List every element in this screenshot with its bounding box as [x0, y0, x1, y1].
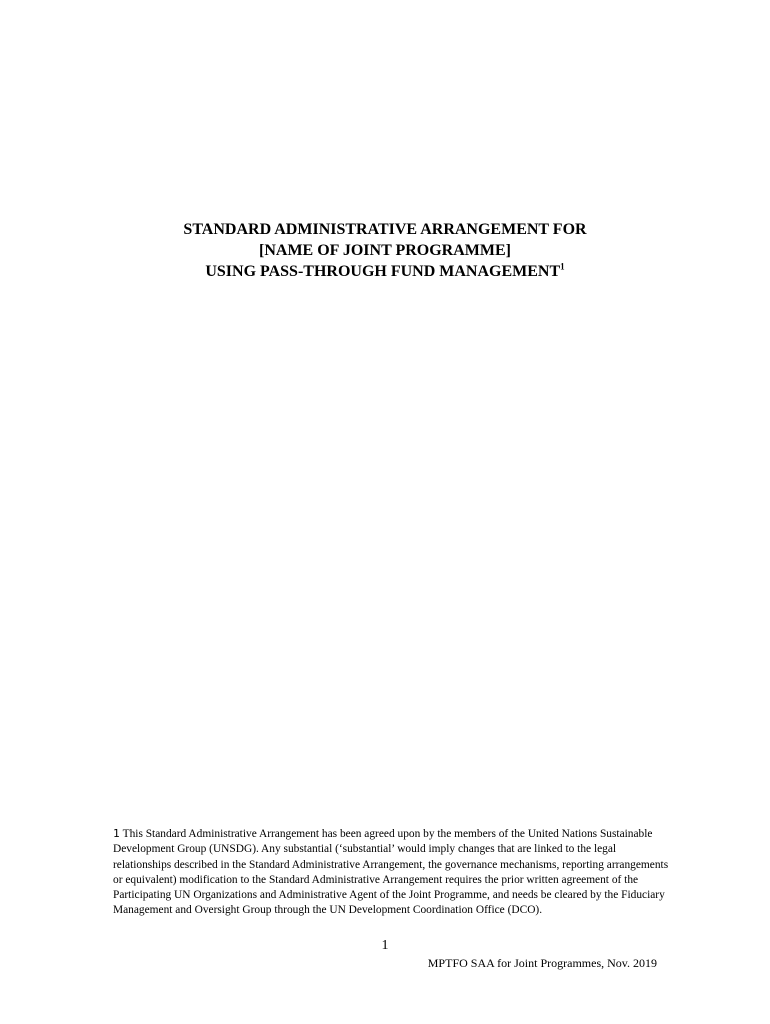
title-line-1: STANDARD ADMINISTRATIVE ARRANGEMENT FOR — [183, 221, 587, 238]
title-line-3-text: USING PASS-THROUGH FUND MANAGEMENT — [205, 263, 561, 280]
title-line-2: [NAME OF JOINT PROGRAMME] — [259, 242, 511, 259]
document-title — [0, 219, 770, 282]
footnote-number: 1 — [113, 827, 120, 840]
footnote — [113, 826, 673, 919]
footnote-reference-marker[interactable]: 1 — [560, 261, 565, 272]
running-footer: MPTFO SAA for Joint Programmes, Nov. 2019 — [427, 956, 657, 970]
title-line-3 — [0, 261, 770, 282]
page-number: 1 — [381, 938, 389, 953]
footnote-text: This Standard Administrative Arrangement has been agreed upon by the members of the United Nations Sustainable Development Group (UNSDG). Any substantial (‘substantial’ would imply changes that are linked to the legal relationships described in the Standard Administrative Arrangement, the governance mechanisms, reporting arrangements or equivalent) modification to the Standard Administrative Arrangement requires the prior written agreement of the Participating UN Organizations and Administrative Agent of the Joint Programme, and needs be cleared by the Fiduciary Management and Oversight Group through the UN Development Coordination Office (DCO). — [113, 828, 669, 917]
